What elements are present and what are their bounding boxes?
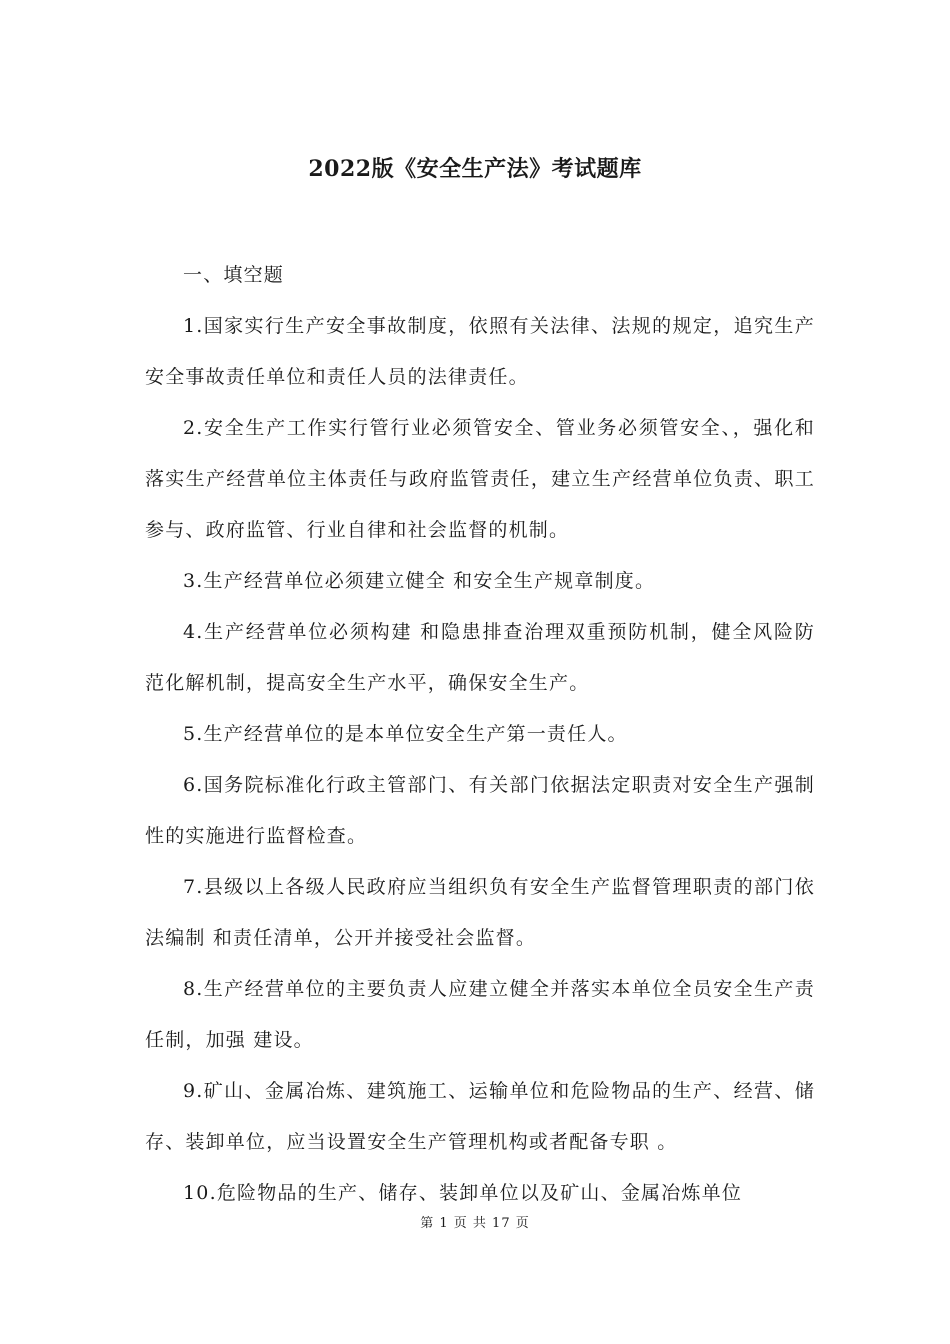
question-6: 6.国务院标准化行政主管部门、有关部门依据法定职责对安全生产强制性的实施进行监督检查。 xyxy=(145,774,815,847)
question-10: 10.危险物品的生产、储存、装卸单位以及矿山、金属冶炼单位 xyxy=(183,1182,743,1204)
section-heading: 一、填空题 xyxy=(183,264,285,286)
page-footer: 第 1 页 共 17 页 xyxy=(420,1216,530,1231)
question-7: 7.县级以上各级人民政府应当组织负有安全生产监督管理职责的部门依法编制 和责任清单，公开并接受社会监督。 xyxy=(145,876,815,949)
question-2: 2.安全生产工作实行管行业必须管安全、管业务必须管安全、，强化和落实生产经营单位主体责任与政府监管责任，建立生产经营单位负责、职工参与、政府监管、行业自律和社会监督的机制。 xyxy=(145,417,815,541)
question-3: 3.生产经营单位必须建立健全 和安全生产规章制度。 xyxy=(183,570,656,592)
question-1: 1.国家实行生产安全事故制度，依照有关法律、法规的规定，追究生产安全事故责任单位和责任人员的法律责任。 xyxy=(145,315,815,388)
document-title: 2022版《安全生产法》考试题库 xyxy=(308,156,642,182)
document-body xyxy=(145,250,815,1219)
question-9: 9.矿山、金属冶炼、建筑施工、运输单位和危险物品的生产、经营、储存、装卸单位，应当设置安全生产管理机构或者配备专职 。 xyxy=(145,1080,815,1153)
question-5: 5.生产经营单位的是本单位安全生产第一责任人。 xyxy=(183,723,628,745)
question-8: 8.生产经营单位的主要负责人应建立健全并落实本单位全员安全生产责任制，加强 建设。 xyxy=(145,978,815,1051)
question-4: 4.生产经营单位必须构建 和隐患排查治理双重预防机制，健全风险防范化解机制，提高安全生产水平，确保安全生产。 xyxy=(145,621,815,694)
